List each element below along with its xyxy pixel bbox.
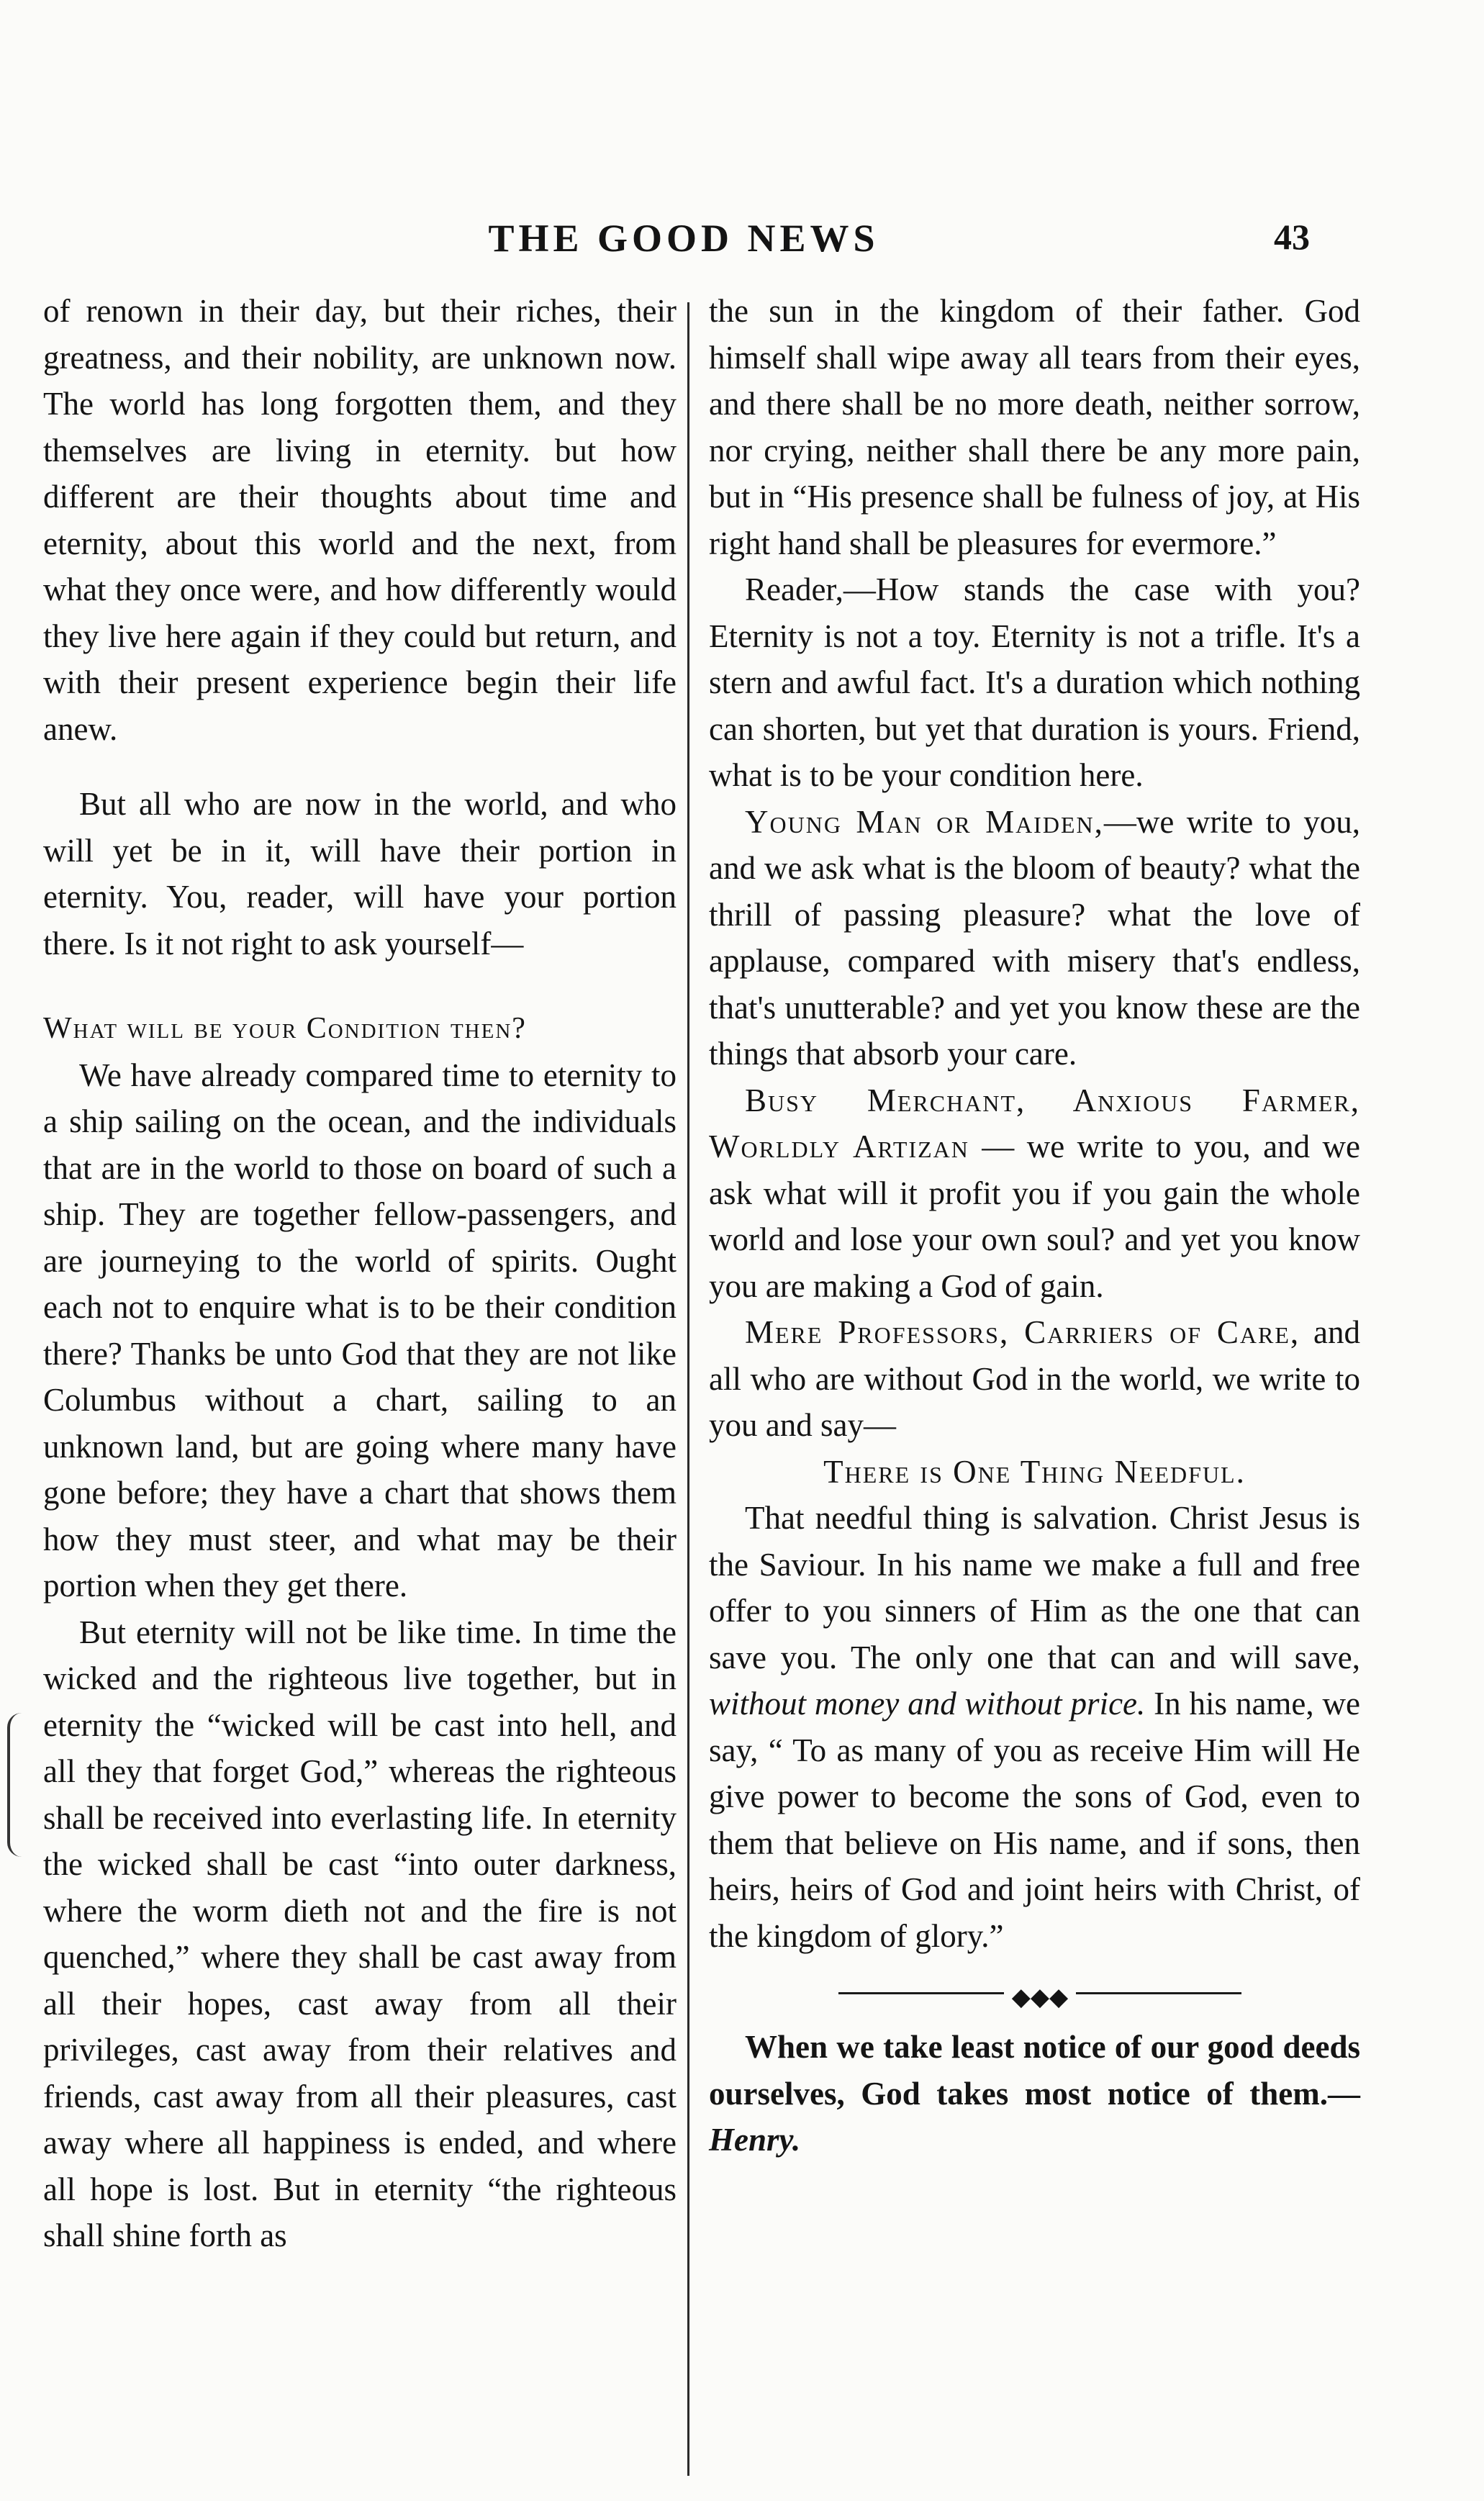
paragraph: We have already compared time to eternity to a ship sailing on the ocean, and the individuals that are in the world to those on board of such a ship. They are together fellow-passengers, and are journeying to the world of spirits. Ought each not to enquire what is to be their condition there? Thanks be unto God that they are not like Columbus without a chart, sailing to an unknown land, but are going where many have gone before; they have a chart that shows them how they must steer, and what may be their portion when they get there. <box>43 1057 677 1604</box>
paragraph <box>709 799 1360 1077</box>
section-heading: There is One Thing Needful. <box>823 1453 1246 1490</box>
quote-author: Henry. <box>709 2122 801 2158</box>
divider-line <box>1076 1992 1241 1994</box>
paragraph: But eternity will not be like time. In time the wicked and the righteous live together, but in eternity the “wicked will be cast into hell, and all they that forget God,” whereas the righteous shall be received into everlasting life. In eternity the wicked shall be cast “into outer darkness, where the worm dieth not and the fire is not quenched,” where they shall be cast away from all their hopes, cast away from all their privileges, cast away from their relatives and friends, cast away from all their pleasures, cast away where all happiness is ended, and where all hope is lost. But in eternity “the righteous shall shine forth as <box>43 1614 677 2253</box>
diamond-ornament-icon: ◆◆◆ <box>1011 1984 1069 2011</box>
paragraph-lead: Busy Merchant, Anxious Farmer, Worldly Artizan <box>709 1082 1360 1164</box>
closing-quote <box>709 2024 1360 2163</box>
paragraph-lead: Mere Professors, Carriers of Care, <box>745 1314 1300 1350</box>
divider-line <box>838 1992 1004 1994</box>
paragraph-body: — we write to you, and we ask what will it profit you if you gain the whole world and lose your own soul? and yet you know you are making a God of gain. <box>709 1129 1360 1304</box>
paragraph-body: In his name, we say, “ To as many of you as receive Him will He give power to become the sons of God, even to them that believe on His name, and if sons, then heirs, heirs of God and joint heirs with Christ, of the kingdom of glory.” <box>709 1686 1360 1954</box>
left-column <box>43 288 677 2259</box>
running-head <box>0 216 1484 281</box>
paragraph: of renown in their day, but their riches, their greatness, and their nobility, are unknown now. The world has long forgotten them, and they themselves are living in eternity. but how different are their thoughts about time and eternity, about this world and the next, from what they once were, and how differently would they live here again if they could but return, and with their present experience begin their life anew. <box>43 293 677 747</box>
emphasis: without money and without price. <box>709 1686 1146 1722</box>
paragraph-body: That needful thing is salvation. Christ Jesus is the Saviour. In his name we make a full and free offer to you sinners of Him as the one that can save you. The only one that can and will save, <box>709 1500 1360 1675</box>
paragraph-lead: Young Man or Maiden, <box>745 803 1104 840</box>
margin-mark <box>7 1713 32 1857</box>
right-column <box>709 288 1360 2163</box>
paragraph <box>709 1077 1360 1310</box>
paragraph <box>709 1309 1360 1449</box>
quote-text: When we take least notice of our good deeds ourselves, God takes most notice of them.— <box>709 2029 1360 2112</box>
paragraph-body: and all who are without God in the world, we write to you and say— <box>709 1314 1360 1443</box>
paragraph: Reader,—How stands the case with you? Eternity is not a toy. Eternity is not a trifle. It's a stern and awful fact. It's a duration which nothing can shorten, but yet that duration is yours. Friend, what is to be your condition here. <box>709 571 1360 793</box>
paragraph-body: —we write to you, and we ask what is the bloom of beauty? what the thrill of passing pleasure? what the love of applause, compared with misery that's endless, that's unutterable? and yet you know these are the things that absorb your care. <box>709 803 1360 1072</box>
page-number: 43 <box>1274 217 1310 257</box>
section-heading: What will be your Condition then? <box>43 1012 527 1045</box>
ornament-divider <box>709 1972 1360 2015</box>
column-divider <box>687 302 689 2476</box>
paragraph <box>709 1495 1360 1959</box>
paragraph: But all who are now in the world, and who will yet be in it, will have their portion in eternity. You, reader, will have your portion there. Is it not right to ask yourself— <box>43 786 677 962</box>
paragraph: the sun in the kingdom of their father. God himself shall wipe away all tears from their eyes, and there shall be no more death, neither sorrow, nor crying, neither shall there be any more pain, but in “His presence shall be fulness of joy, at His right hand shall be pleasures for evermore.” <box>709 293 1360 561</box>
running-title: THE GOOD NEWS <box>488 217 879 260</box>
